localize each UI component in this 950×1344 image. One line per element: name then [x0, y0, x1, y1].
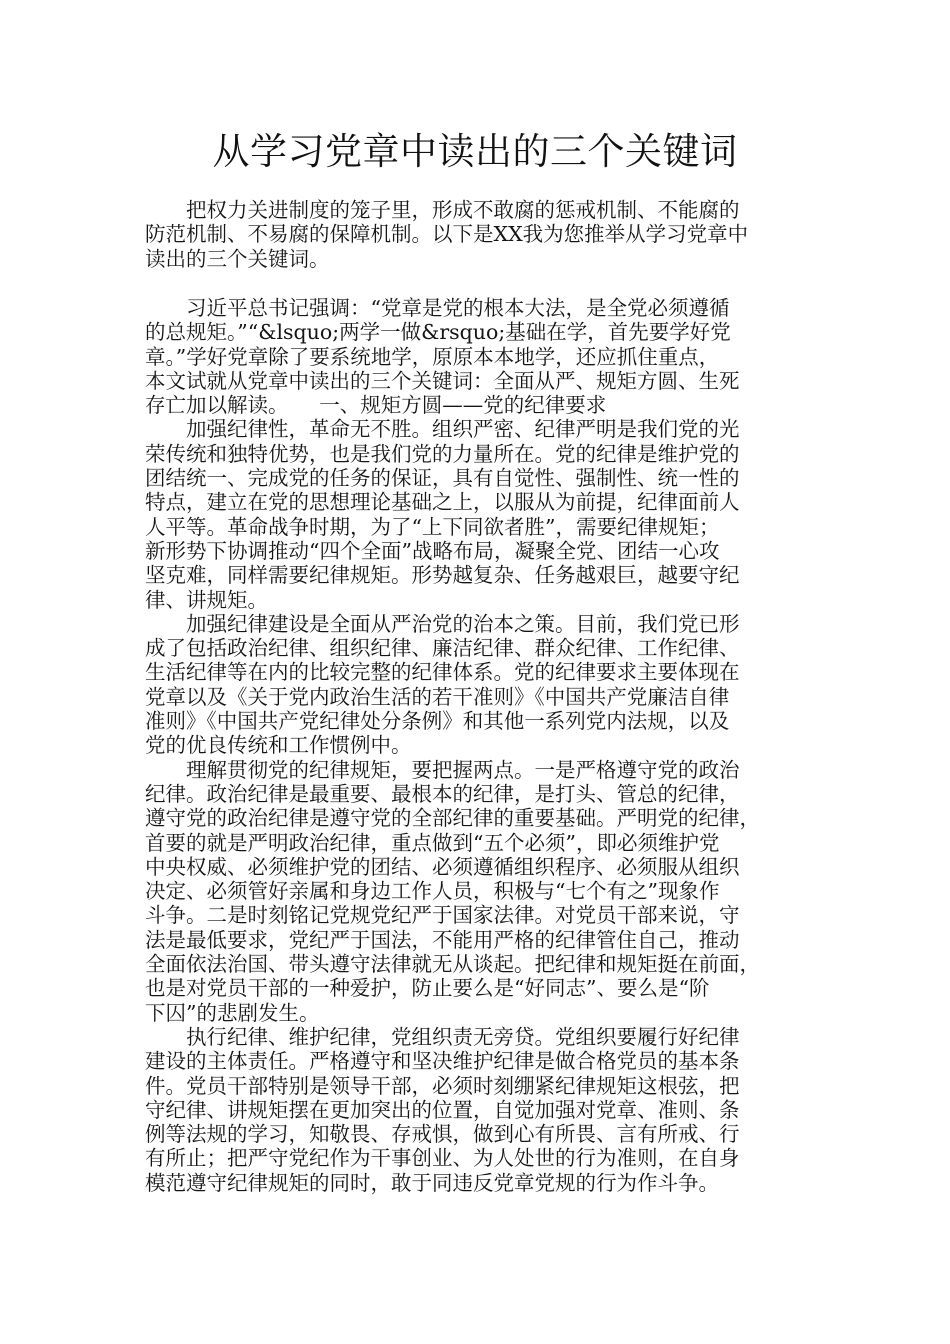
body-line: 中央权威、必须维护党的团结、必须遵循组织程序、必须服从组织: [145, 854, 740, 879]
body-line: 加强纪律建设是全面从严治党的治本之策。目前，我们党已形: [145, 611, 740, 636]
body-line: 律、讲规矩。: [145, 587, 268, 612]
body-line: 斗争。二是时刻铭记党规党纪严于国家法律。对党员干部来说，守: [145, 903, 740, 928]
body-line: 习近平总书记强调：“党章是党的根本大法，是全党必须遵循: [145, 296, 730, 320]
body-line: 人平等。革命战争时期，为了“上下同欲者胜”，需要纪律规矩；: [145, 514, 720, 539]
body-line: 执行纪律、维护纪律，党组织责无旁贷。党组织要履行好纪律: [145, 1024, 740, 1049]
body-line: 存亡加以解读。 一、规矩方圆——党的纪律要求: [145, 393, 607, 418]
body-line: 下囚”的悲剧发生。: [145, 1000, 320, 1025]
body-line: 守纪律、讲规矩摆在更加突出的位置，自觉加强对党章、准则、条: [145, 1097, 740, 1122]
body-line: 有所止；把严守党纪作为干事创业、为人处世的行为准则，在自身: [145, 1146, 740, 1171]
body-line: 团结统一、完成党的任务的保证，具有自觉性、强制性、统一性的: [145, 466, 740, 491]
document-title: 从学习党章中读出的三个关键词: [212, 130, 738, 173]
intro-paragraph: [145, 198, 825, 271]
body-line: 章。”学好党章除了要系统地学，原原本本地学，还应抓住重点，: [145, 344, 720, 369]
body-line: 荣传统和独特优势，也是我们党的力量所在。党的纪律是维护党的: [145, 441, 740, 466]
body-line: 例等法规的学习，知敬畏、存戒惧，做到心有所畏、言有所戒、行: [145, 1122, 740, 1147]
body-line: 成了包括政治纪律、组织纪律、廉洁纪律、群众纪律、工作纪律、: [145, 636, 740, 661]
body-line: 件。党员干部特别是领导干部，必须时刻绷紧纪律规矩这根弦，把: [145, 1073, 740, 1098]
body-line: 本文试就从党章中读出的三个关键词：全面从严、规矩方圆、生死: [145, 368, 740, 393]
body-text: [145, 296, 825, 1195]
body-line: 法是最低要求，党纪严于国法，不能用严格的纪律管住自己，推动: [145, 927, 740, 952]
body-line: 坚克难，同样需要纪律规矩。形势越复杂、任务越艰巨，越要守纪: [145, 563, 740, 588]
body-line: 准则》《中国共产党纪律处分条例》和其他一系列党内法规，以及: [145, 709, 730, 734]
body-line: 新形势下协调推动“四个全面”战略布局，凝聚全党、团结一心攻: [145, 538, 720, 563]
body-line: 首要的就是严明政治纪律，重点做到“五个必须”，即必须维护党: [145, 830, 720, 855]
body-line: 加强纪律性，革命无不胜。组织严密、纪律严明是我们党的光: [145, 417, 740, 442]
body-line: 决定、必须管好亲属和身边工作人员，积极与“七个有之”现象作: [145, 879, 720, 904]
intro-line: 把权力关进制度的笼子里，形成不敢腐的惩戒机制、不能腐的: [145, 198, 740, 222]
body-line: 生活纪律等在内的比较完整的纪律体系。党的纪律要求主要体现在: [145, 660, 740, 685]
body-line: 纪律。政治纪律是最重要、最根本的纪律，是打头、管总的纪律，: [145, 781, 740, 806]
intro-line: 防范机制、不易腐的保障机制。以下是XX我为您推举从学习党章中: [145, 222, 749, 247]
body-line: 党的优良传统和工作惯例中。: [145, 733, 412, 758]
body-line: 全面依法治国、带头遵守法律就无从谈起。把纪律和规矩挺在前面，: [145, 952, 760, 977]
body-line: 理解贯彻党的纪律规矩，要把握两点。一是严格遵守党的政治: [145, 757, 740, 782]
body-line: 模范遵守纪律规矩的同时，敢于同违反党章党规的行为作斗争。: [145, 1170, 719, 1195]
intro-line: 读出的三个关键词。: [145, 246, 330, 271]
body-line: 特点，建立在党的思想理论基础之上，以服从为前提，纪律面前人: [145, 490, 740, 515]
body-line: 也是对党员干部的一种爱护，防止要么是“好同志”、要么是“阶: [145, 976, 710, 1001]
body-line: 的总规矩。”“&lsquo;两学一做&rsquo;基础在学，首先要学好党: [145, 320, 731, 345]
body-line: 党章以及《关于党内政治生活的若干准则》《中国共产党廉洁自律: [145, 684, 730, 709]
body-line: 遵守党的政治纪律是遵守党的全部纪律的重要基础。严明党的纪律，: [145, 806, 760, 831]
body-line: 建设的主体责任。严格遵守和坚决维护纪律是做合格党员的基本条: [145, 1049, 740, 1074]
